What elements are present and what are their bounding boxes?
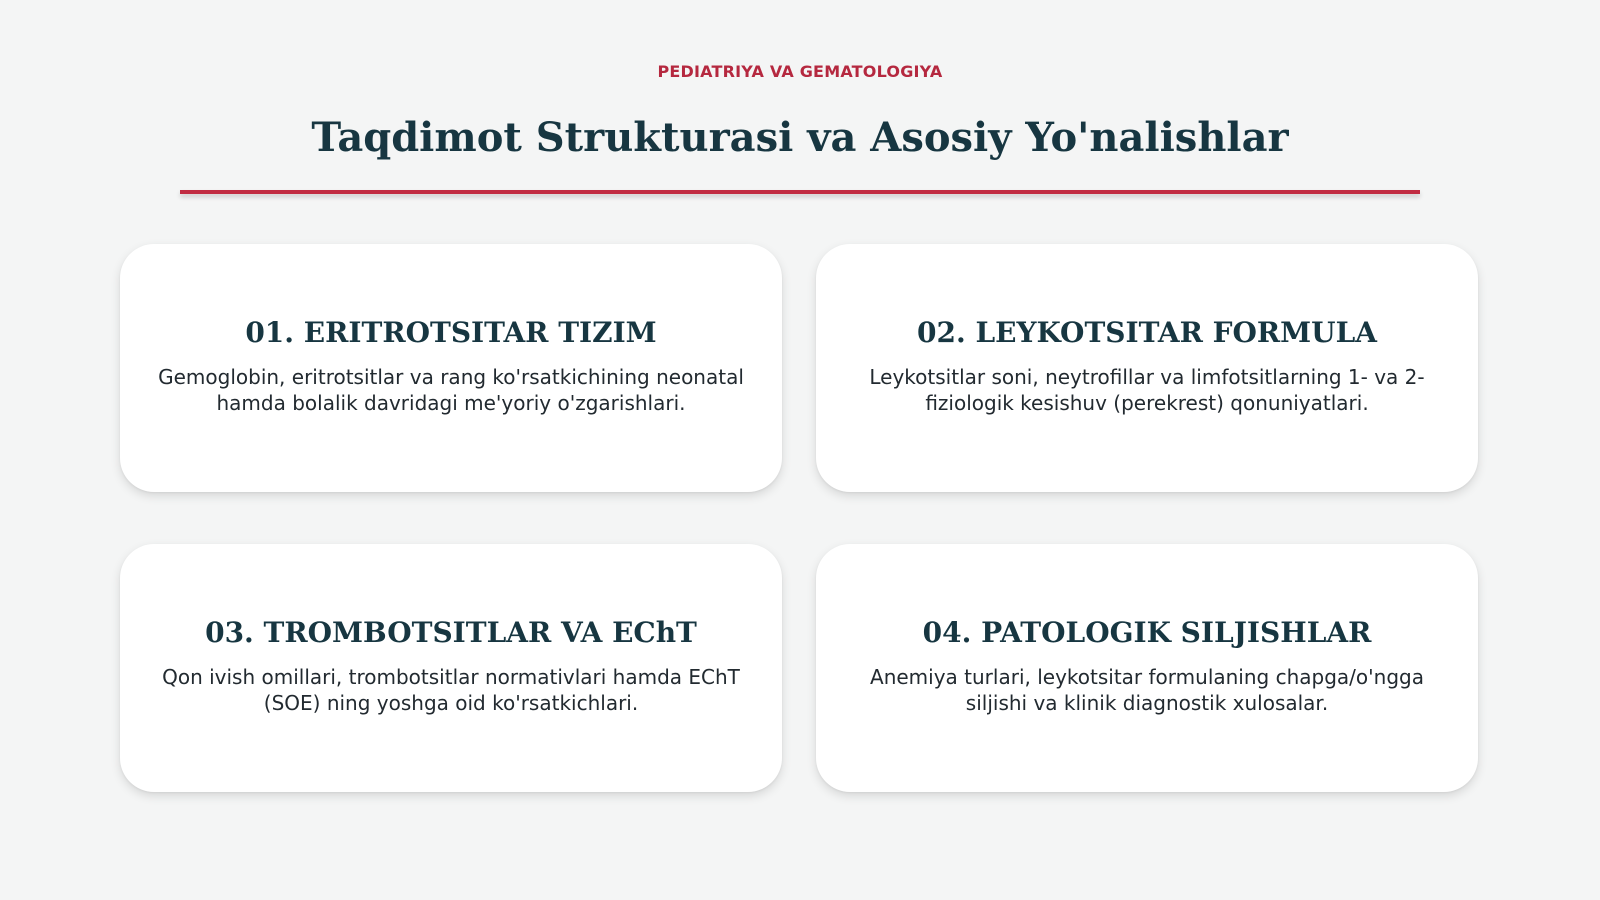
card-description: Gemoglobin, eritrotsitlar va rang ko'rsatkichining neonatal hamda bolalik davridagi me'yoriy o'zgarishlari. [158, 365, 744, 415]
card-description: Qon ivish omillari, trombotsitlar normativlari hamda EChT (SOE) ning yoshga oid ko'rsatkichlari. [162, 665, 740, 715]
card-leykotsitar-formula [816, 244, 1478, 492]
card-description: Leykotsitlar soni, neytrofillar va limfotsitlarning 1- va 2-fiziologik kesishuv (perekrest) qonuniyatlari. [869, 365, 1425, 415]
card-title: 04. PATOLOGIK SILJISHLAR [922, 616, 1372, 649]
card-patologik-siljishlar [816, 544, 1478, 792]
card-description: Anemiya turlari, leykotsitar formulaning chapga/o'ngga siljishi va klinik diagnostik xulosalar. [870, 665, 1424, 715]
page-title: Taqdimot Strukturasi va Asosiy Yo'nalishlar [311, 114, 1289, 161]
title-divider [180, 190, 1420, 194]
card-title: 01. ERITROTSITAR TIZIM [245, 316, 657, 349]
section-kicker: PEDIATRIYA VA GEMATOLOGIYA [657, 62, 943, 81]
card-title: 02. LEYKOTSITAR FORMULA [916, 316, 1378, 349]
card-trombotsitlar-va-echt [120, 544, 782, 792]
card-eritrotsitar-tizim [120, 244, 782, 492]
card-title: 03. TROMBOTSITLAR VA EChT [205, 616, 697, 649]
